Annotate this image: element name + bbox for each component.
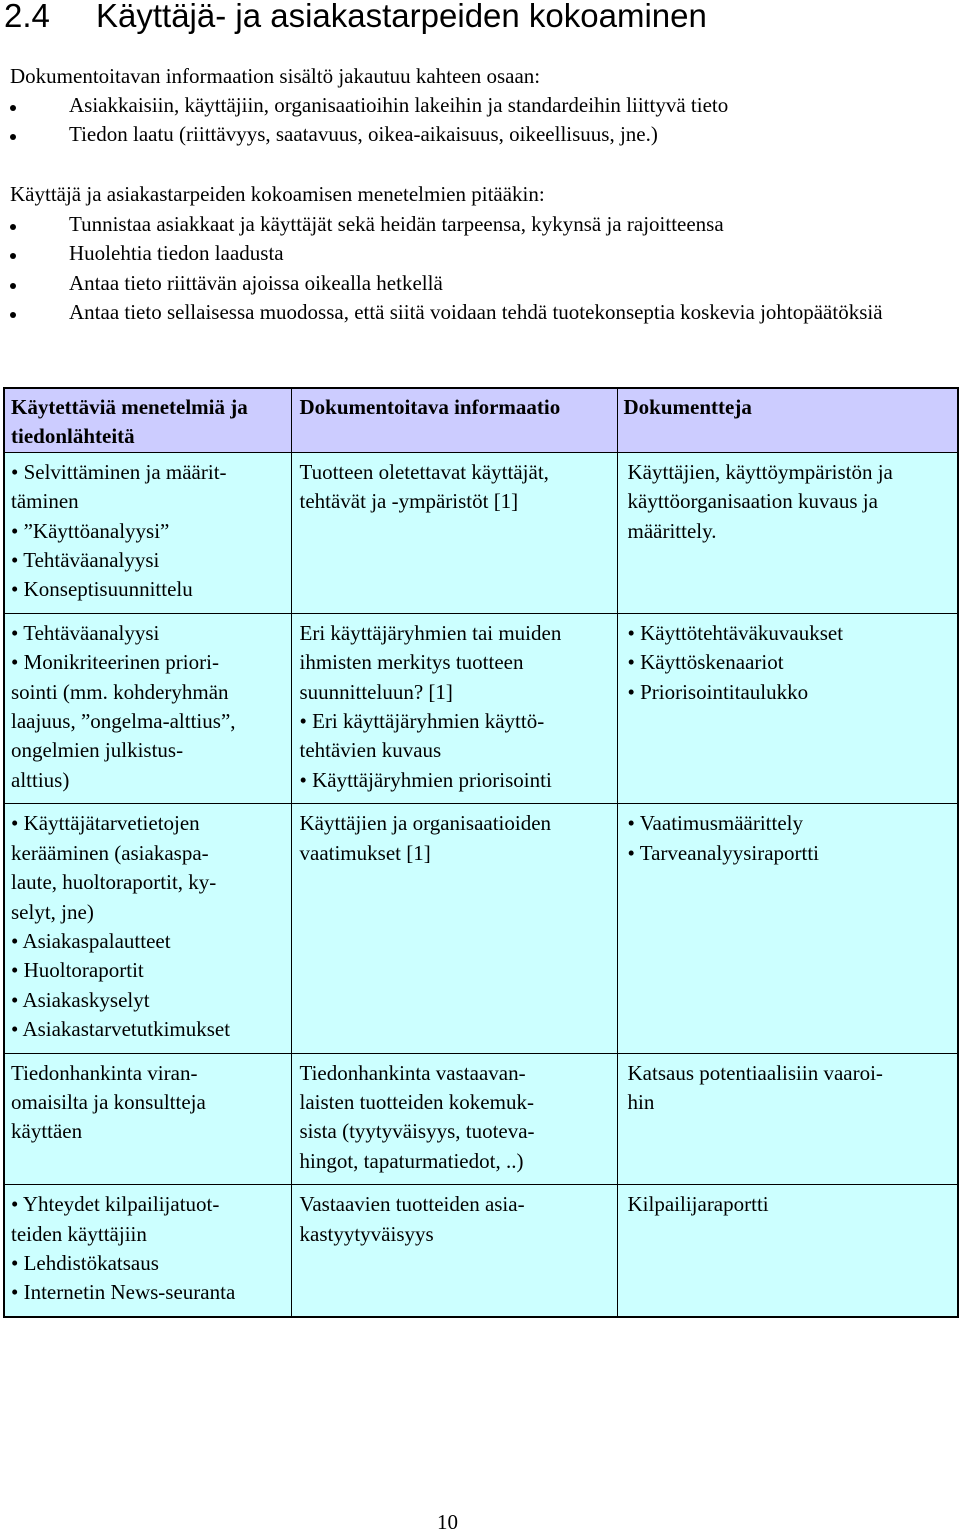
bullet-icon [10, 105, 16, 111]
intro-bullet-list-1 [0, 91, 940, 150]
table-row [4, 613, 958, 803]
header-cell-information: Dokumentoitava informaatio [291, 388, 617, 452]
documents-cell: • Käyttötehtäväkuvaukset • Käyttöskenaariot • Priorisointitaulukko [617, 613, 958, 803]
table-row [4, 1185, 958, 1317]
intro-paragraph-1: Dokumentoitavan informaation sisältö jakautuu kahteen osaan: [10, 64, 541, 88]
methods-cell: • Selvittäminen ja määrit- täminen • ”Käyttöanalyysi” • Tehtäväanalyysi • Konseptisuunnittelu [4, 452, 291, 613]
documents-cell: Käyttäjien, käyttöympäristön ja käyttöorganisaation kuvaus ja määrittely. [617, 452, 958, 613]
list-item: Asiakkaisiin, käyttäjiin, organisaatioihin lakeihin ja standardeihin liittyvä tieto [0, 91, 940, 120]
list-item: Antaa tieto sellaisessa muodossa, että siitä voidaan tehdä tuotekonseptia koskevia johtopäätöksiä [0, 298, 940, 327]
section-title: Käyttäjä- ja asiakastarpeiden kokoaminen [96, 0, 707, 34]
list-item: Antaa tieto riittävän ajoissa oikealla hetkellä [0, 269, 940, 298]
bullet-icon [10, 253, 16, 259]
documents-cell: Katsaus potentiaalisiin vaaroi- hin [617, 1053, 958, 1185]
intro-paragraph-2: Käyttäjä ja asiakastarpeiden kokoamisen menetelmien pitääkin: [10, 182, 545, 206]
information-cell: Eri käyttäjäryhmien tai muiden ihmisten merkitys tuotteen suunnitteluun? [1] • Eri käyttäjäryhmien käyttö- tehtävien kuvaus • Käyttäjäryhmien priorisointi [291, 613, 617, 803]
table-row [4, 804, 958, 1053]
table-row [4, 452, 958, 613]
methods-cell: • Tehtäväanalyysi • Monikriteerinen priori- sointi (mm. kohderyhmän laajuus, ”ongelma-alttius”, ongelmien julkistus- alttius) [4, 613, 291, 803]
information-cell: Käyttäjien ja organisaatioiden vaatimukset [1] [291, 804, 617, 1053]
list-item: Tiedon laatu (riittävyys, saatavuus, oikea-aikaisuus, oikeellisuus, jne.) [0, 120, 940, 149]
section-heading [4, 0, 707, 38]
information-cell: Vastaavien tuotteiden asia- kastyytyväisyys [291, 1185, 617, 1317]
bullet-icon [10, 224, 16, 230]
list-item: Tunnistaa asiakkaat ja käyttäjät sekä heidän tarpeensa, kykynsä ja rajoitteensa [0, 210, 940, 239]
header-cell-methods: Käytettäviä menetelmiä ja tiedonlähteitä [4, 388, 291, 452]
documents-cell: Kilpailijaraportti [617, 1185, 958, 1317]
page-number: 10 [437, 1510, 458, 1534]
methods-cell: • Yhteydet kilpailijatuot- teiden käyttäjiin • Lehdistökatsaus • Internetin News-seuranta [4, 1185, 291, 1317]
bullet-icon [10, 283, 16, 289]
methods-table [3, 387, 959, 1318]
intro-bullet-list-2 [0, 210, 940, 328]
methods-cell: • Käyttäjätarvetietojen kerääminen (asiakaspa- laute, huoltoraportit, ky- selyt, jne) • Asiakaspalautteet • Huoltoraportit • Asiakaskyselyt • Asiakastarvetutkimukset [4, 804, 291, 1053]
table-header-row [4, 388, 958, 452]
bullet-icon [10, 312, 16, 318]
section-number: 2.4 [4, 0, 50, 34]
information-cell: Tuotteen oletettavat käyttäjät, tehtävät ja -ympäristöt [1] [291, 452, 617, 613]
methods-cell: Tiedonhankinta viran- omaisilta ja konsultteja käyttäen [4, 1053, 291, 1185]
bullet-icon [10, 134, 16, 140]
header-cell-documents: Dokumentteja [617, 388, 958, 452]
table-row [4, 1053, 958, 1185]
list-item: Huolehtia tiedon laadusta [0, 239, 940, 268]
information-cell: Tiedonhankinta vastaavan- laisten tuotteiden kokemuk- sista (tyytyväisyys, tuoteva- hingot, tapaturmatiedot, ..) [291, 1053, 617, 1185]
documents-cell: • Vaatimusmäärittely • Tarveanalyysiraportti [617, 804, 958, 1053]
